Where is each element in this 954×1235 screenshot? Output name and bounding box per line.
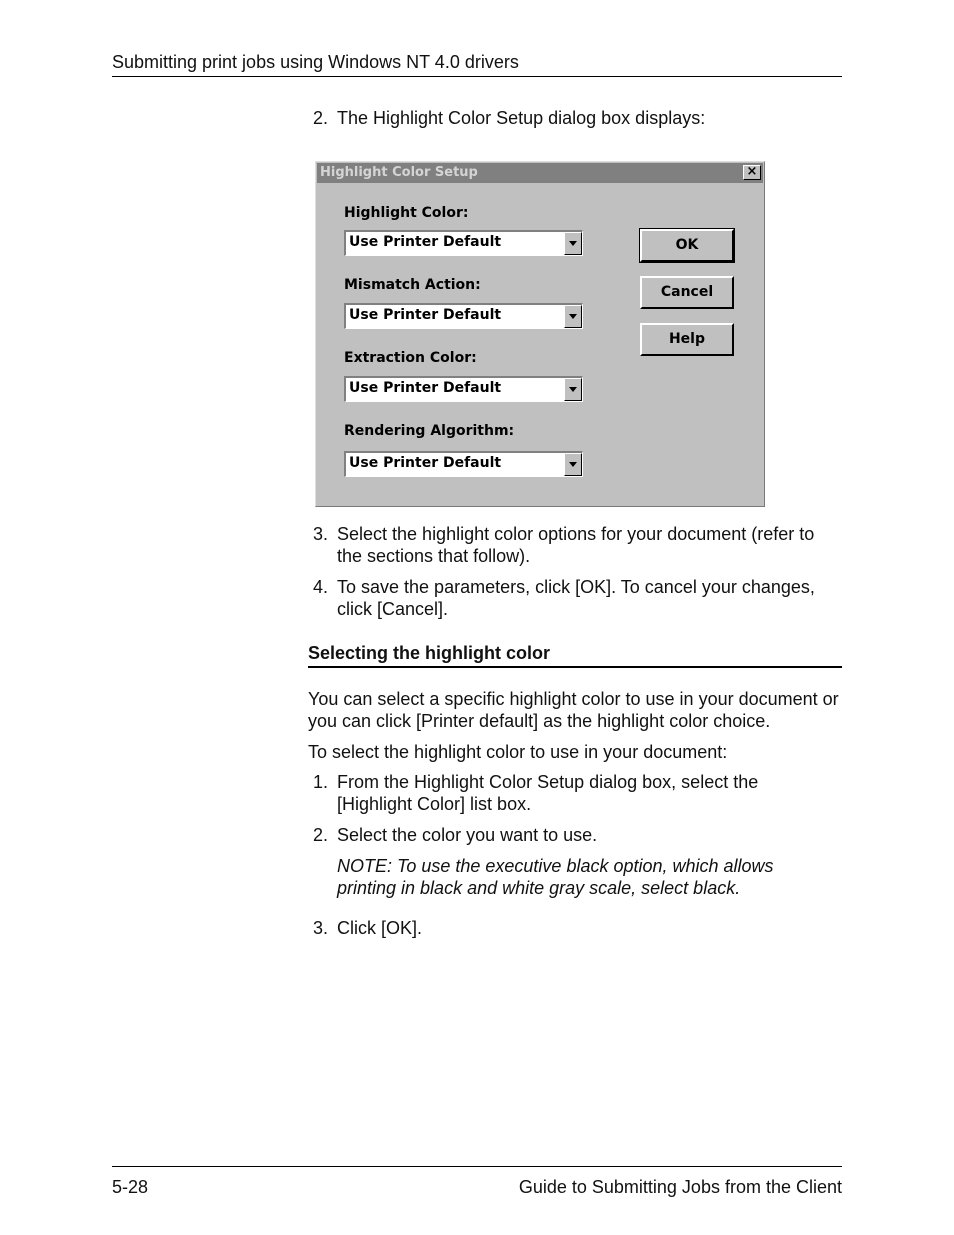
step-text: Select the highlight color options for your document (refer to the sections that follow).	[337, 524, 815, 566]
mismatch-action-value: Use Printer Default	[349, 307, 502, 323]
dropdown-button[interactable]	[564, 453, 582, 476]
section-heading: Selecting the highlight color	[308, 643, 551, 663]
chevron-down-icon	[569, 387, 577, 392]
highlight-color-setup-dialog	[315, 161, 765, 507]
extraction-color-select[interactable]	[344, 376, 583, 402]
header-rule	[112, 76, 842, 77]
paragraph: To select the highlight color to use in your document:	[308, 742, 728, 762]
step-text: The Highlight Color Setup dialog box displays:	[337, 108, 706, 128]
dropdown-button[interactable]	[564, 378, 582, 401]
step-number: 2.	[312, 825, 328, 845]
step-number: 4.	[312, 577, 328, 597]
dropdown-button[interactable]	[564, 305, 582, 328]
running-header: Submitting print jobs using Windows NT 4.0 drivers	[112, 52, 519, 72]
step-text: To save the parameters, click [OK]. To cancel your changes, click [Cancel].	[337, 577, 815, 619]
extraction-color-label: Extraction Color:	[344, 350, 477, 366]
step-number: 3.	[312, 918, 328, 938]
chevron-down-icon	[569, 462, 577, 467]
rendering-algorithm-label: Rendering Algorithm:	[344, 423, 515, 439]
chevron-down-icon	[569, 241, 577, 246]
footer-rule	[112, 1166, 842, 1167]
mismatch-action-select[interactable]	[344, 303, 583, 329]
highlight-color-select[interactable]	[344, 230, 583, 256]
dialog-title: Highlight Color Setup	[320, 165, 478, 180]
step-number: 3.	[312, 524, 328, 544]
ok-button[interactable]: OK	[640, 229, 734, 262]
dropdown-button[interactable]	[564, 232, 582, 255]
extraction-color-value: Use Printer Default	[349, 380, 502, 396]
footer-title: Guide to Submitting Jobs from the Client	[518, 1177, 842, 1197]
section-rule	[308, 666, 842, 668]
step-text: From the Highlight Color Setup dialog box, select the [Highlight Color] list box.	[337, 772, 759, 814]
cancel-button[interactable]: Cancel	[640, 276, 734, 309]
step-number: 2.	[312, 108, 328, 128]
close-icon[interactable]: ×	[743, 165, 761, 180]
rendering-algorithm-value: Use Printer Default	[349, 455, 502, 471]
paragraph: You can select a specific highlight color to use in your document or you can click [Printer default] as the highlight color choice.	[308, 689, 839, 731]
rendering-algorithm-select[interactable]	[344, 451, 583, 477]
step-text: Select the color you want to use.	[337, 825, 598, 845]
highlight-color-value: Use Printer Default	[349, 234, 502, 250]
dialog-title-bar	[317, 163, 763, 183]
note: NOTE: To use the executive black option, which allows printing in black and white gray scale, select black.	[337, 856, 774, 898]
mismatch-action-label: Mismatch Action:	[344, 277, 481, 293]
highlight-color-label: Highlight Color:	[344, 205, 469, 221]
help-button[interactable]: Help	[640, 323, 734, 356]
chevron-down-icon	[569, 314, 577, 319]
page-number: 5-28	[112, 1177, 149, 1197]
step-text: Click [OK].	[337, 918, 423, 938]
step-number: 1.	[312, 772, 328, 792]
